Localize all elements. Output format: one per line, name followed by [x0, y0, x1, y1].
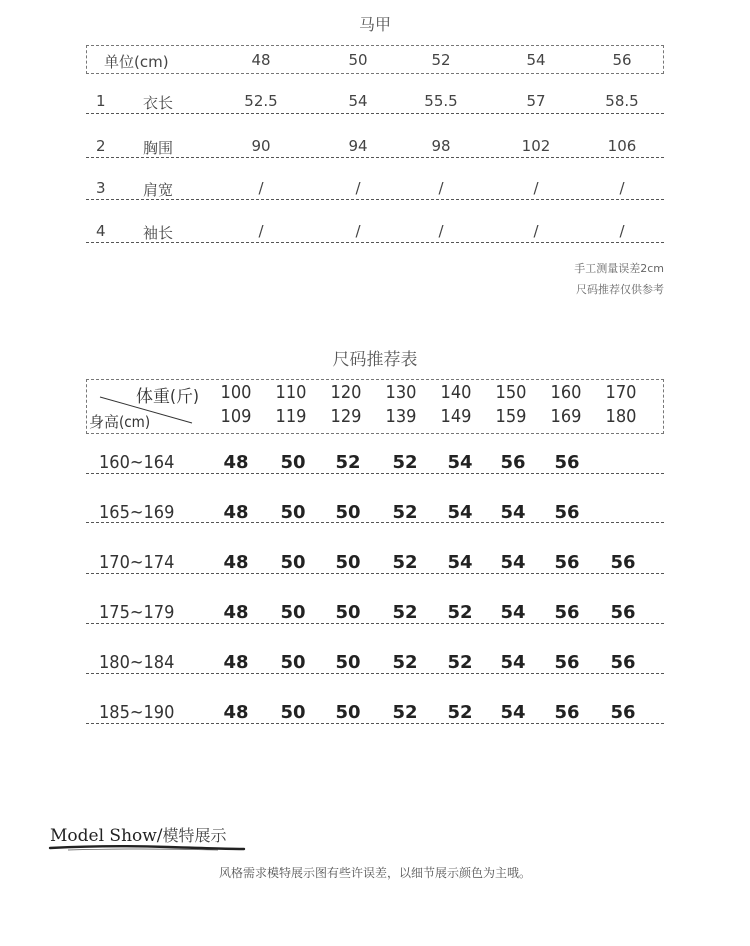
size-cell: 48	[223, 552, 249, 573]
model-show-title-cn: 模特展示	[162, 826, 227, 845]
size-cell: 56	[554, 452, 580, 473]
vest-cell: 102	[521, 137, 551, 155]
vest-cell: 57	[526, 92, 546, 110]
row-divider	[86, 473, 664, 474]
size-cell: 54	[500, 652, 526, 673]
size-cell: 56	[610, 702, 636, 723]
height-range: 180~184	[99, 652, 175, 673]
vest-row	[86, 135, 664, 159]
vest-row-name: 肩宽	[143, 181, 174, 199]
size-cell: 50	[335, 602, 361, 623]
model-show-heading	[50, 823, 227, 846]
vest-row-number: 4	[96, 222, 106, 240]
recommendation-note: 尺码推荐仅供参考	[576, 283, 664, 296]
vest-header-unit: 单位(cm)	[104, 53, 169, 71]
row-divider	[86, 723, 664, 724]
vest-cell: /	[619, 179, 625, 197]
vest-row	[86, 90, 664, 114]
size-cell: 56	[554, 502, 580, 523]
weight-low: 160	[550, 382, 582, 403]
height-range: 165~169	[99, 502, 175, 523]
vest-cell: /	[533, 179, 539, 197]
weight-high: 169	[550, 406, 582, 427]
size-cell: 54	[447, 502, 473, 523]
size-cell: 54	[500, 552, 526, 573]
size-cell: 50	[335, 702, 361, 723]
row-divider	[86, 573, 664, 574]
vest-row-name: 衣长	[143, 94, 174, 112]
vest-header-size: 48	[251, 51, 271, 69]
size-cell: 52	[447, 652, 473, 673]
size-cell: 56	[610, 552, 636, 573]
vest-row	[86, 220, 664, 244]
vest-row	[86, 177, 664, 201]
measurement-note: 手工测量误差2cm	[574, 262, 664, 275]
size-cell: 56	[610, 652, 636, 673]
size-cell: 56	[500, 452, 526, 473]
row-divider	[86, 113, 664, 114]
size-cell: 50	[280, 452, 306, 473]
model-show-title-en: Model Show/	[50, 826, 163, 846]
size-cell: 52	[392, 602, 418, 623]
weight-high: 119	[275, 406, 307, 427]
row-divider	[86, 522, 664, 523]
vest-header-row	[86, 45, 664, 74]
row-divider	[86, 199, 664, 200]
vest-cell: 55.5	[424, 92, 458, 110]
vest-cell: 58.5	[605, 92, 639, 110]
vest-row-number: 3	[96, 179, 106, 197]
size-cell: 56	[554, 652, 580, 673]
weight-low: 100	[220, 382, 252, 403]
vest-cell: /	[258, 222, 264, 240]
size-recommend-title: 尺码推荐表	[332, 350, 418, 370]
size-cell: 52	[335, 452, 361, 473]
size-cell: 48	[223, 502, 249, 523]
model-show-disclaimer: 风格需求模特展示图有些许误差，以细节展示颜色为主哦。	[218, 866, 531, 880]
weight-low: 170	[605, 382, 637, 403]
size-cell: 50	[280, 702, 306, 723]
row-divider	[86, 242, 664, 243]
size-cell: 52	[392, 702, 418, 723]
vest-row-name: 袖长	[143, 224, 174, 242]
weight-low: 140	[440, 382, 472, 403]
vest-cell: /	[355, 179, 361, 197]
vest-cell: 90	[251, 137, 271, 155]
weight-high: 109	[220, 406, 252, 427]
size-cell: 56	[554, 602, 580, 623]
vest-row-name: 胸围	[143, 139, 174, 157]
weight-low: 110	[275, 382, 307, 403]
size-cell: 56	[610, 602, 636, 623]
height-range: 170~174	[99, 552, 175, 573]
vest-cell: 54	[348, 92, 368, 110]
size-cell: 48	[223, 652, 249, 673]
vest-header-size: 52	[431, 51, 451, 69]
row-divider	[86, 157, 664, 158]
weight-range-header	[86, 379, 664, 434]
row-divider	[86, 673, 664, 674]
height-range: 185~190	[99, 702, 175, 723]
height-range: 160~164	[99, 452, 175, 473]
vest-cell: 106	[607, 137, 637, 155]
vest-cell: /	[355, 222, 361, 240]
size-cell: 52	[392, 552, 418, 573]
vest-cell: 52.5	[244, 92, 278, 110]
weight-low: 150	[495, 382, 527, 403]
vest-cell: /	[258, 179, 264, 197]
vest-row-number: 2	[96, 137, 106, 155]
vest-header-size: 50	[348, 51, 368, 69]
size-cell: 50	[335, 502, 361, 523]
size-cell: 52	[447, 702, 473, 723]
row-divider	[86, 623, 664, 624]
size-cell: 52	[447, 602, 473, 623]
vest-header-size: 56	[612, 51, 632, 69]
vest-cell: /	[533, 222, 539, 240]
vest-cell: /	[438, 222, 444, 240]
vest-cell: /	[438, 179, 444, 197]
weight-high: 129	[330, 406, 362, 427]
vest-cell: /	[619, 222, 625, 240]
size-cell: 54	[500, 702, 526, 723]
size-cell: 50	[280, 502, 306, 523]
size-cell: 54	[447, 452, 473, 473]
size-cell: 50	[335, 552, 361, 573]
size-cell: 52	[392, 652, 418, 673]
weight-high: 159	[495, 406, 527, 427]
weight-low: 120	[330, 382, 362, 403]
weight-label: 体重(斤)	[136, 387, 199, 407]
size-cell: 48	[223, 602, 249, 623]
vest-header-size: 54	[526, 51, 546, 69]
brush-underline	[48, 844, 248, 852]
vest-cell: 94	[348, 137, 368, 155]
size-cell: 54	[500, 502, 526, 523]
size-cell: 50	[280, 602, 306, 623]
size-cell: 52	[392, 502, 418, 523]
weight-high: 149	[440, 406, 472, 427]
size-cell: 54	[500, 602, 526, 623]
size-cell: 50	[335, 652, 361, 673]
height-range: 175~179	[99, 602, 175, 623]
size-cell: 50	[280, 652, 306, 673]
vest-row-number: 1	[96, 92, 106, 110]
weight-high: 139	[385, 406, 417, 427]
size-cell: 56	[554, 552, 580, 573]
size-cell: 56	[554, 702, 580, 723]
weight-low: 130	[385, 382, 417, 403]
weight-high: 180	[605, 406, 637, 427]
size-cell: 52	[392, 452, 418, 473]
size-cell: 48	[223, 702, 249, 723]
vest-cell: 98	[431, 137, 451, 155]
size-cell: 50	[280, 552, 306, 573]
vest-title: 马甲	[358, 15, 391, 34]
size-cell: 54	[447, 552, 473, 573]
height-label: 身高(cm)	[89, 413, 151, 431]
size-cell: 48	[223, 452, 249, 473]
